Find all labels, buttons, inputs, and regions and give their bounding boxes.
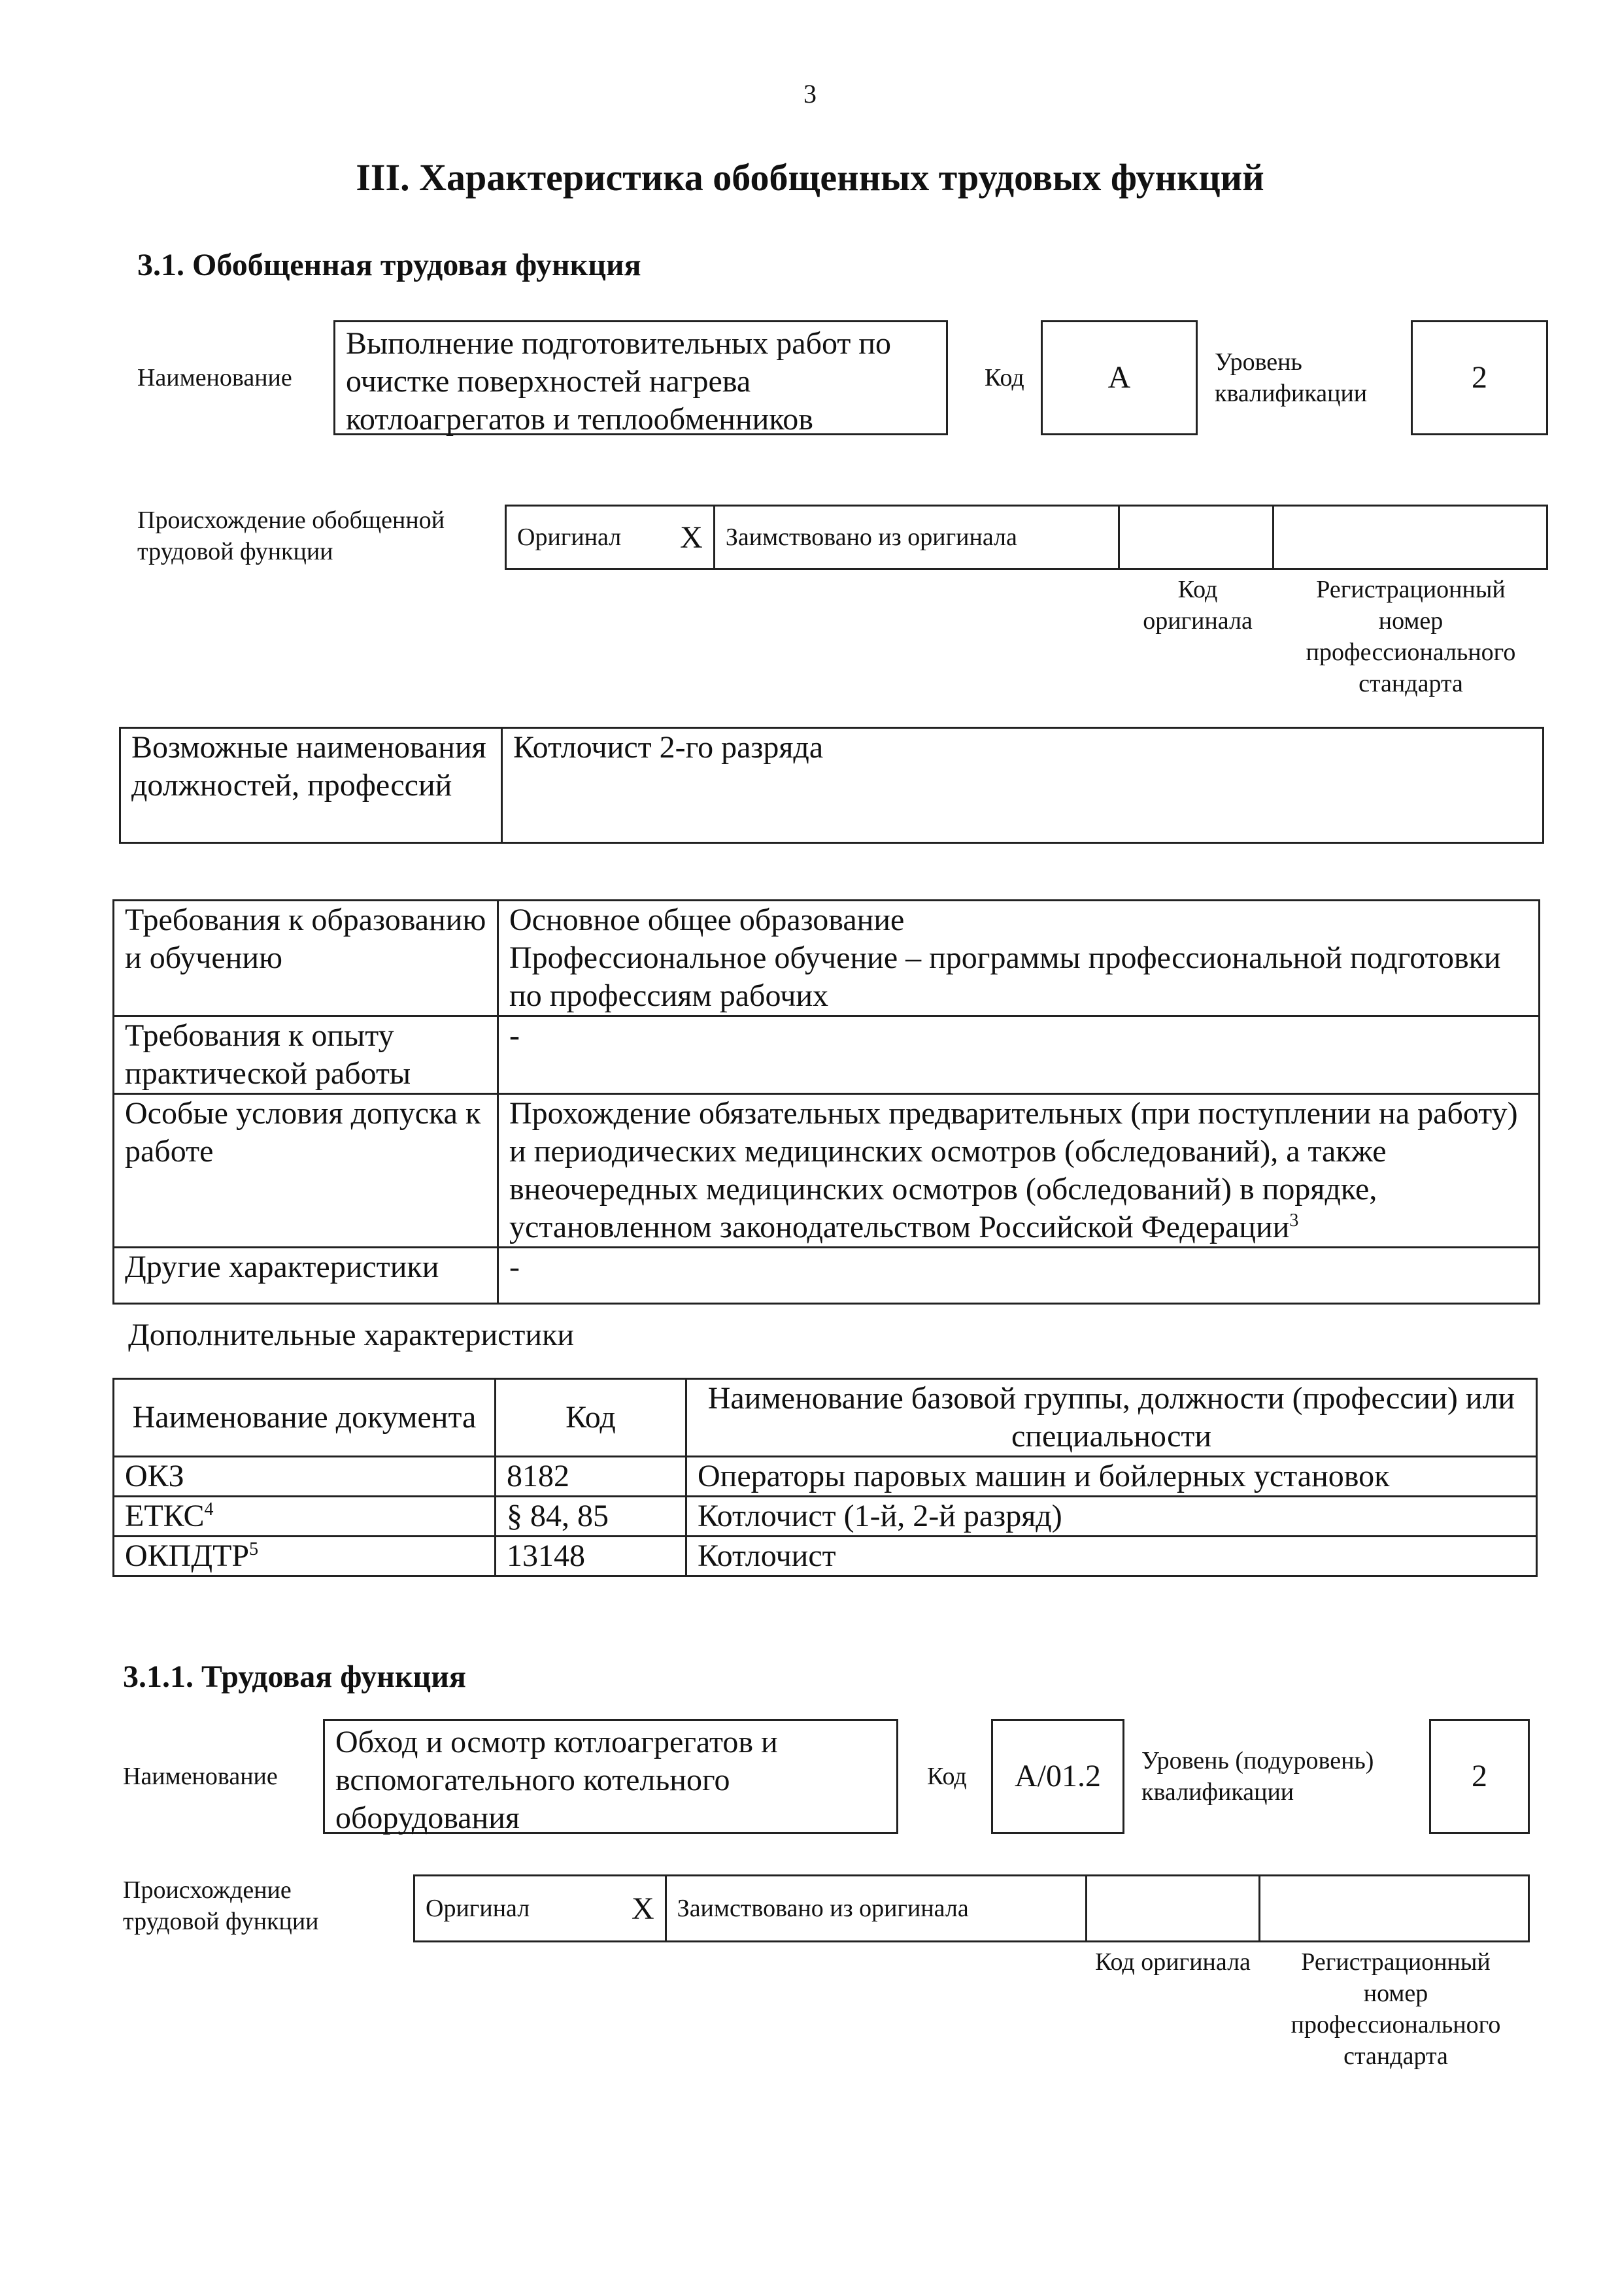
name-cell: Котлочист (1-й, 2-й разряд): [686, 1497, 1537, 1537]
page-title: III. Характеристика обобщенных трудовых функций: [356, 156, 1264, 199]
gtf-code-box: [1041, 320, 1198, 435]
origin-label: Происхождение обобщенной трудовой функции: [137, 507, 445, 565]
code-label: Код: [927, 1763, 967, 1790]
positions-label: Возможные наименования должностей, профессий: [120, 728, 502, 843]
borrowed-label: Заимствовано из оригинала: [677, 1895, 969, 1922]
tf-name-value: Обход и осмотр котлоагрегатов и вспомогательного котельного оборудования: [335, 1725, 778, 1835]
doc-cell: [114, 1457, 496, 1497]
original-x-mark: X: [680, 520, 703, 555]
requirements-table: [112, 899, 1540, 1305]
section-heading: 3.1.1. Трудовая функция: [123, 1659, 466, 1694]
footnote-marker: 3: [1289, 1210, 1299, 1231]
requirement-value: Основное общее образование Профессиональное обучение – программы профессиональной подготовки по профессиям рабочих: [498, 901, 1540, 1016]
name-label: Наименование: [137, 364, 292, 391]
reg-number-cell: [1274, 507, 1546, 568]
requirement-label: Требования к опыту практической работы: [114, 1016, 498, 1094]
doc-name: ОКПДТР: [125, 1539, 250, 1573]
additional-heading: Дополнительные характеристики: [128, 1318, 575, 1352]
doc-cell: [114, 1537, 496, 1576]
name-label: Наименование: [123, 1763, 278, 1790]
requirement-label: Требования к образованию и обучению: [114, 901, 498, 1016]
section-heading: 3.1. Обобщенная трудовая функция: [137, 248, 641, 282]
reg-number-caption: Регистрационный номер профессионального стандарта: [1306, 576, 1516, 697]
tf-name-box: [323, 1719, 898, 1834]
page-number: 3: [803, 79, 817, 108]
original-code-cell: [1120, 507, 1274, 568]
gtf-level-value: 2: [1472, 360, 1487, 395]
positions-value: Котлочист 2-го разряда: [502, 728, 1544, 843]
doc-name: ОКЗ: [125, 1459, 184, 1493]
name-cell: Операторы паровых машин и бойлерных установок: [686, 1457, 1537, 1497]
gtf-code-value: А: [1107, 360, 1131, 395]
original-label: Оригинал: [426, 1895, 530, 1922]
header-code: Код: [496, 1379, 686, 1457]
doc-name: ЕТКС: [125, 1499, 205, 1533]
requirement-value-text: Прохождение обязательных предварительных (при поступлении на работу) и периодических медицинских осмотров (обследований), а также внеочередных медицинских осмотров (обследований) в порядке, установленном законодательством Российской Федерации: [509, 1096, 1518, 1244]
code-cell: § 84, 85: [496, 1497, 686, 1537]
positions-table: [119, 727, 1544, 844]
original-code-caption: Код оригинала: [1143, 576, 1253, 635]
code-cell: 8182: [496, 1457, 686, 1497]
level-label: Уровень (подуровень) квалификации: [1141, 1747, 1374, 1806]
table-row: [114, 1497, 1537, 1537]
borrowed-cell: [715, 507, 1121, 568]
origin-table: [505, 505, 1548, 570]
original-x-mark: X: [631, 1891, 654, 1926]
original-code-cell: [1087, 1876, 1260, 1940]
requirement-label: Другие характеристики: [114, 1248, 498, 1304]
tf-level-value: 2: [1472, 1759, 1487, 1793]
origin-label: Происхождение трудовой функции: [123, 1876, 319, 1935]
gtf-name-box: [333, 320, 948, 435]
borrowed-cell: [667, 1876, 1088, 1940]
level-label: Уровень квалификации: [1215, 348, 1368, 407]
gtf-level-box: [1411, 320, 1548, 435]
code-label: Код: [985, 364, 1024, 391]
original-code-caption: Код оригинала: [1095, 1948, 1251, 1976]
doc-footnote: 4: [204, 1499, 214, 1520]
requirement-label: Особые условия допуска к работе: [114, 1094, 498, 1248]
requirement-value: [498, 1094, 1540, 1248]
reg-number-cell: [1260, 1876, 1528, 1940]
origin-table: [413, 1874, 1530, 1942]
requirement-value: -: [498, 1016, 1540, 1094]
table-row: [114, 1457, 1537, 1497]
borrowed-label: Заимствовано из оригинала: [725, 524, 1017, 551]
table-row: [114, 1537, 1537, 1576]
reg-number-caption: Регистрационный номер профессионального стандарта: [1291, 1948, 1501, 2070]
tf-code-box: [991, 1719, 1124, 1834]
header-doc: Наименование документа: [114, 1379, 496, 1457]
doc-cell: [114, 1497, 496, 1537]
additional-table: [112, 1378, 1538, 1577]
header-name: Наименование базовой группы, должности (профессии) или специальности: [686, 1379, 1537, 1457]
requirement-value: -: [498, 1248, 1540, 1304]
name-cell: Котлочист: [686, 1537, 1537, 1576]
tf-level-box: [1429, 1719, 1530, 1834]
tf-code-value: A/01.2: [1015, 1759, 1101, 1793]
original-cell: [507, 507, 715, 568]
code-cell: 13148: [496, 1537, 686, 1576]
original-label: Оригинал: [517, 524, 622, 551]
doc-footnote: 5: [249, 1539, 259, 1559]
original-cell: [415, 1876, 667, 1940]
gtf-name-value: Выполнение подготовительных работ по очистке поверхностей нагрева котлоагрегатов и теплообменников: [346, 326, 892, 437]
